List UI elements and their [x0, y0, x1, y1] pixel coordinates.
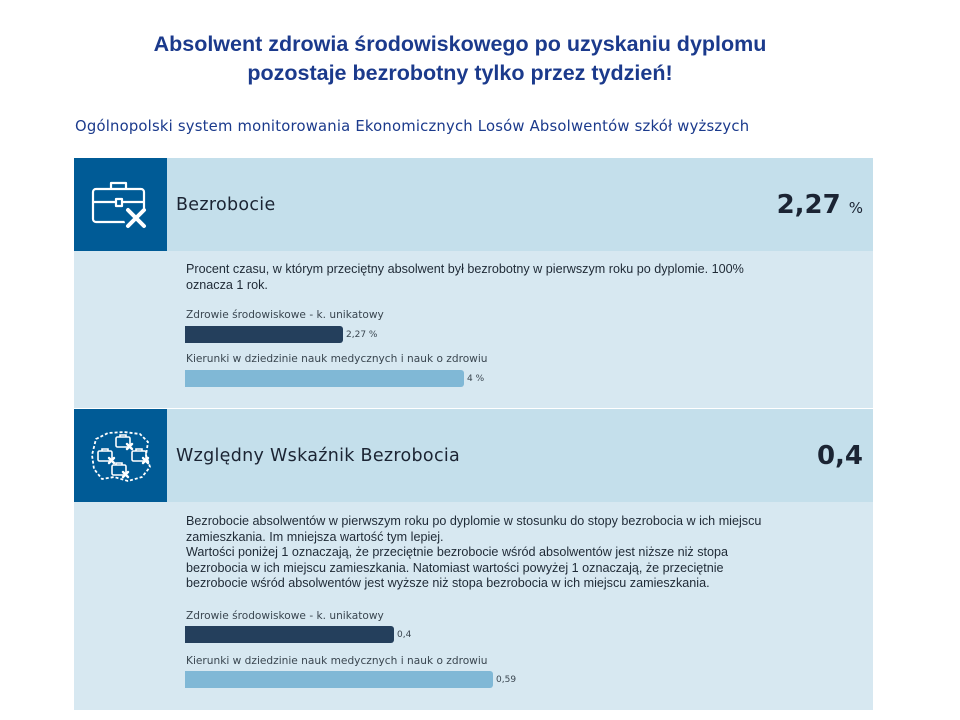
relative-unemployment-description	[186, 514, 836, 592]
page-title	[0, 30, 920, 88]
page-title-line-1: Absolwent zdrowia środowiskowego po uzyskaniu dyplomu	[153, 32, 767, 56]
bar-label-domain: Kierunki w dziedzinie nauk medycznych i nauk o zdrowiu	[186, 655, 488, 667]
bar-label-domain: Kierunki w dziedzinie nauk medycznych i nauk o zdrowiu	[186, 353, 488, 365]
relative-unemployment-value	[817, 409, 863, 502]
bar-value-domain: 4 %	[467, 374, 485, 384]
bar-value-field: 2,27 %	[346, 330, 378, 340]
unemployment-value	[777, 158, 863, 251]
unemployment-panel-header	[74, 158, 873, 251]
description-line: Bezrobocie absolwentów w pierwszym roku po dyplomie w stosunku do stopy bezrobocia w ich miejscu	[186, 514, 762, 528]
bar-label-field: Zdrowie środowiskowe - k. unikatowy	[186, 610, 384, 622]
briefcase-x-icon	[74, 158, 167, 251]
bar-field	[185, 626, 394, 643]
description-line: oznacza 1 rok.	[186, 277, 268, 292]
bar-field	[185, 326, 343, 343]
page-title-line-2: pozostaje bezrobotny tylko przez tydzień!	[247, 61, 673, 85]
unemployment-value-number: 2,27	[776, 189, 841, 220]
poland-map-briefcases-icon	[74, 409, 167, 502]
bar-value-domain: 0,59	[496, 675, 517, 685]
relative-unemployment-value-number: 0,4	[816, 440, 863, 471]
unemployment-panel	[74, 158, 873, 408]
description-line: bezrobocia w ich miejscu zamieszkania. Natomiast wartości powyżej 1 oznaczają, że przeciętnie	[186, 560, 724, 575]
page-subtitle: Ogólnopolski system monitorowania Ekonomicznych Losów Absolwentów szkół wyższych	[75, 118, 750, 135]
unemployment-label: Bezrobocie	[176, 194, 276, 215]
bar-domain	[185, 671, 493, 688]
description-line: Procent czasu, w którym przeciętny absolwent był bezrobotny w pierwszym roku po dyplomie. 100%	[186, 262, 744, 276]
description-line: zamieszkania. Im mniejsza wartość tym lepiej.	[186, 529, 444, 544]
unemployment-value-unit: %	[848, 198, 863, 217]
relative-unemployment-panel-header	[74, 409, 873, 502]
description-line: bezrobocie wśród absolwentów jest wyższe niż stopa bezrobocia w ich miejscu zamieszkania.	[186, 576, 710, 590]
relative-unemployment-panel	[74, 409, 873, 710]
description-line: Wartości poniżej 1 oznaczają, że przeciętnie bezrobocie wśród absolwentów jest niższe niż stopa	[186, 545, 729, 559]
relative-unemployment-label: Względny Wskaźnik Bezrobocia	[176, 445, 461, 466]
bar-label-field: Zdrowie środowiskowe - k. unikatowy	[186, 309, 384, 321]
unemployment-description	[186, 262, 836, 293]
bar-value-field: 0,4	[397, 630, 412, 640]
bar-domain	[185, 370, 464, 387]
